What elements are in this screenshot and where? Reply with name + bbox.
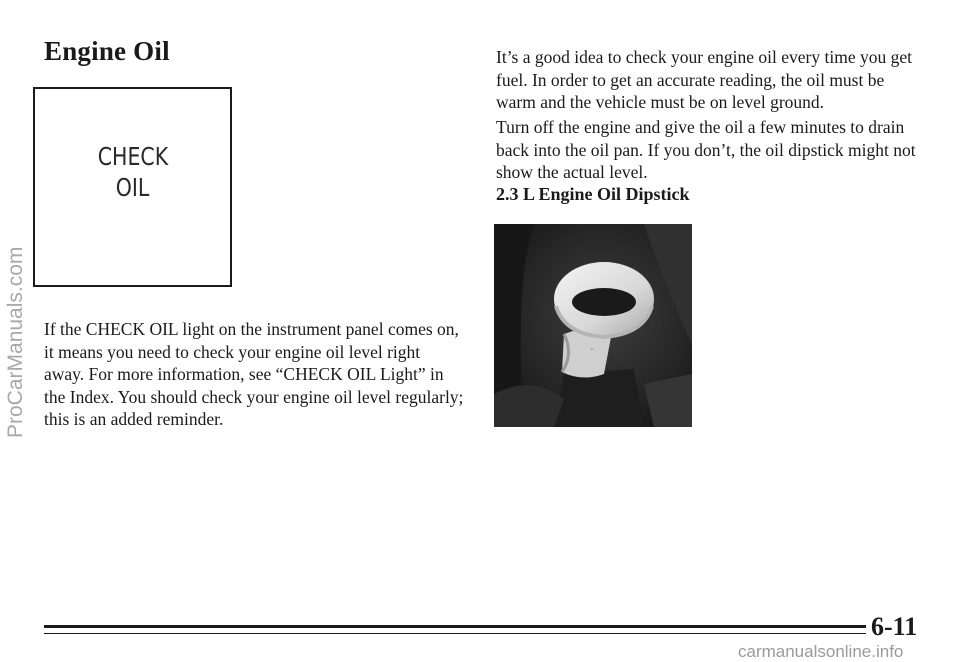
svg-text:-: - [590,342,594,355]
drain-back-paragraph: Turn off the engine and give the oil a few minutes to drain back into the oil pan. If you don’t, the oil dipstick might not show the actual level. [496,117,916,182]
check-oil-light-line1: CHECK [97,142,168,171]
footer-rule-thin [44,633,866,634]
check-oil-paragraph: If the CHECK OIL light on the instrument panel comes on, it means you need to check your engine oil level right away. For more information, see “CHECK OIL Light” in the Index. You should check your engine oil level regularly; this is an added reminder. [44,319,464,429]
footer-rule [44,625,866,628]
check-oil-advice-paragraph: It’s a good idea to check your engine oil every time you get fuel. In order to get an accurate reading, the oil must be warm and the vehicle must be on level ground. [496,47,912,112]
footer-watermark: carmanualsonline.info [738,642,904,661]
check-oil-light-figure [33,87,232,287]
side-watermark: ProCarManuals.com [4,246,27,438]
page-title: Engine Oil [44,36,170,66]
page-number: 6-11 [871,612,918,641]
dipstick-subheading: 2.3 L Engine Oil Dipstick [496,184,690,204]
check-oil-light-line2: OIL [115,173,150,202]
dipstick-photo [494,224,692,427]
